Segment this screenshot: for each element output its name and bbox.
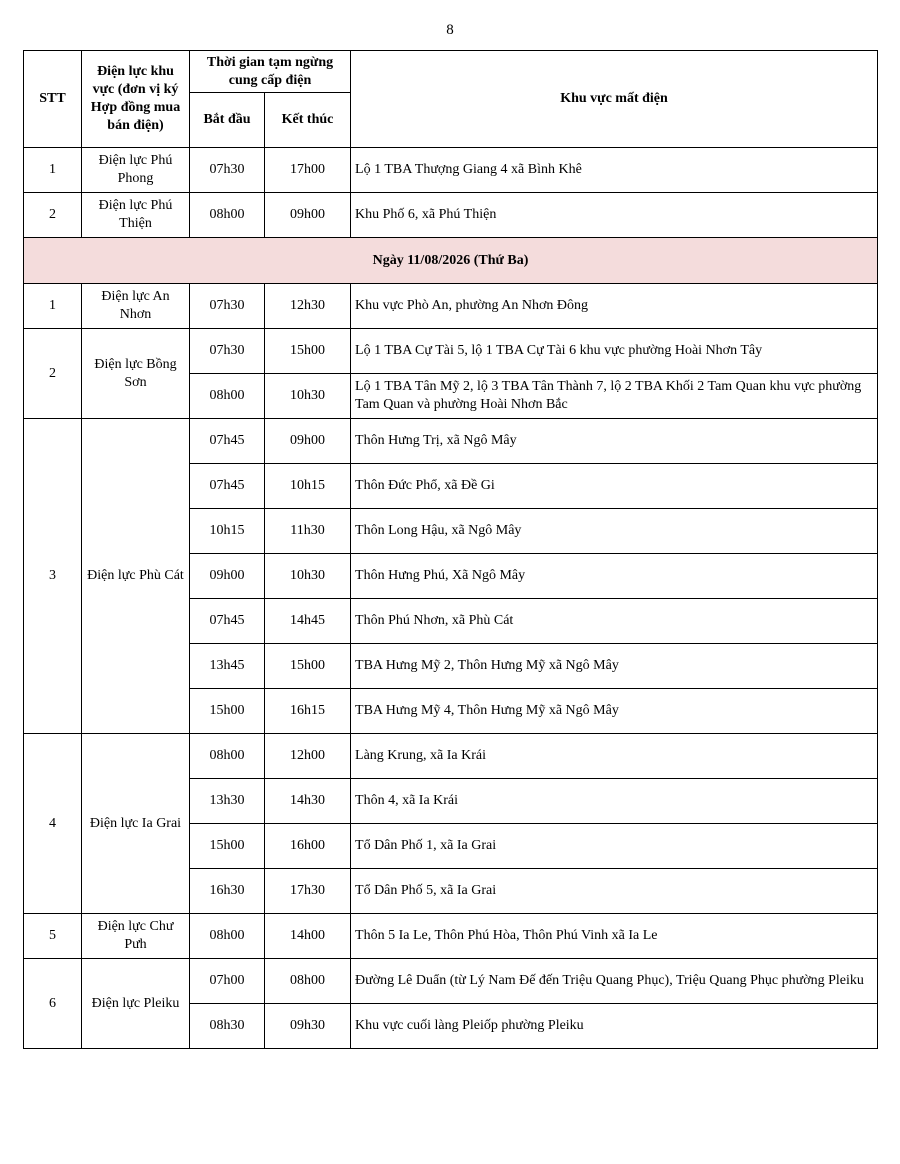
row-end-time: 17h30 <box>265 869 351 914</box>
row-outage-area: Khu vực cuối làng Pleiốp phường Pleiku <box>351 1004 878 1049</box>
row-end-time: 17h00 <box>265 148 351 193</box>
row-outage-area: Tổ Dân Phố 1, xã Ia Grai <box>351 824 878 869</box>
row-outage-area: TBA Hưng Mỹ 2, Thôn Hưng Mỹ xã Ngô Mây <box>351 644 878 689</box>
row-outage-area: Lộ 1 TBA Cự Tài 5, lộ 1 TBA Cự Tài 6 khu vực phường Hoài Nhơn Tây <box>351 329 878 374</box>
page-number: 8 <box>446 22 454 38</box>
day-header: Ngày 11/08/2026 (Thứ Ba) <box>24 238 878 284</box>
row-outage-area: Đường Lê Duẩn (từ Lý Nam Đế đến Triệu Quang Phục), Triệu Quang Phục phường Pleiku <box>351 959 878 1004</box>
table-row <box>24 148 878 193</box>
row-outage-area: Thôn Hưng Phú, Xã Ngô Mây <box>351 554 878 599</box>
header-time-group: Thời gian tạm ngừng cung cấp điện <box>190 51 351 93</box>
row-end-time: 09h00 <box>265 419 351 464</box>
row-start-time: 08h00 <box>190 374 265 419</box>
row-outage-area: Thôn 5 Ia Le, Thôn Phú Hòa, Thôn Phú Vinh xã Ia Le <box>351 914 878 959</box>
row-end-time: 09h00 <box>265 193 351 238</box>
row-start-time: 07h45 <box>190 599 265 644</box>
row-start-time: 08h00 <box>190 914 265 959</box>
row-end-time: 10h15 <box>265 464 351 509</box>
row-outage-area: Làng Krung, xã Ia Krái <box>351 734 878 779</box>
row-outage-area: Thôn Hưng Trị, xã Ngô Mây <box>351 419 878 464</box>
day-header-row <box>24 238 878 284</box>
row-start-time: 07h30 <box>190 329 265 374</box>
row-end-time: 12h30 <box>265 284 351 329</box>
row-outage-area: Khu vực Phò An, phường An Nhơn Đông <box>351 284 878 329</box>
row-end-time: 15h00 <box>265 644 351 689</box>
row-end-time: 15h00 <box>265 329 351 374</box>
outage-schedule-table <box>23 50 878 1049</box>
row-start-time: 08h00 <box>190 193 265 238</box>
row-end-time: 16h15 <box>265 689 351 734</box>
row-end-time: 11h30 <box>265 509 351 554</box>
row-start-time: 15h00 <box>190 689 265 734</box>
row-stt: 1 <box>24 148 82 193</box>
row-start-time: 16h30 <box>190 869 265 914</box>
row-unit: Điện lực An Nhơn <box>82 284 190 329</box>
table-row <box>24 959 878 1004</box>
row-stt: 4 <box>24 734 82 914</box>
header-end: Kết thúc <box>265 93 351 148</box>
table-row <box>24 193 878 238</box>
row-start-time: 08h30 <box>190 1004 265 1049</box>
row-start-time: 09h00 <box>190 554 265 599</box>
row-unit: Điện lực Ia Grai <box>82 734 190 914</box>
row-stt: 2 <box>24 329 82 419</box>
row-start-time: 07h30 <box>190 284 265 329</box>
row-end-time: 09h30 <box>265 1004 351 1049</box>
row-start-time: 13h45 <box>190 644 265 689</box>
row-stt: 5 <box>24 914 82 959</box>
row-outage-area: Tổ Dân Phố 5, xã Ia Grai <box>351 869 878 914</box>
table-row <box>24 284 878 329</box>
row-end-time: 16h00 <box>265 824 351 869</box>
row-outage-area: Thôn Phú Nhơn, xã Phù Cát <box>351 599 878 644</box>
row-outage-area: Lộ 1 TBA Tân Mỹ 2, lộ 3 TBA Tân Thành 7, lộ 2 TBA Khối 2 Tam Quan khu vực phường Tam Quan và phường Hoài Nhơn Bắc <box>351 374 878 419</box>
row-end-time: 14h00 <box>265 914 351 959</box>
header-stt: STT <box>24 51 82 148</box>
row-outage-area: Khu Phố 6, xã Phú Thiện <box>351 193 878 238</box>
row-start-time: 15h00 <box>190 824 265 869</box>
row-end-time: 10h30 <box>265 554 351 599</box>
row-stt: 6 <box>24 959 82 1049</box>
row-start-time: 07h45 <box>190 419 265 464</box>
header-unit: Điện lực khu vực (đơn vị ký Hợp đồng mua bán điện) <box>82 51 190 148</box>
table-header <box>24 51 878 148</box>
row-stt: 3 <box>24 419 82 734</box>
row-outage-area: Lộ 1 TBA Thượng Giang 4 xã Bình Khê <box>351 148 878 193</box>
row-end-time: 14h30 <box>265 779 351 824</box>
row-outage-area: Thôn Long Hậu, xã Ngô Mây <box>351 509 878 554</box>
row-start-time: 10h15 <box>190 509 265 554</box>
row-outage-area: Thôn 4, xã Ia Krái <box>351 779 878 824</box>
row-unit: Điện lực Pleiku <box>82 959 190 1049</box>
row-stt: 1 <box>24 284 82 329</box>
row-start-time: 07h45 <box>190 464 265 509</box>
row-unit: Điện lực Phù Cát <box>82 419 190 734</box>
table-body <box>24 148 878 1049</box>
row-end-time: 10h30 <box>265 374 351 419</box>
row-end-time: 14h45 <box>265 599 351 644</box>
row-stt: 2 <box>24 193 82 238</box>
table-row <box>24 419 878 464</box>
row-unit: Điện lực Phú Thiện <box>82 193 190 238</box>
table-row <box>24 734 878 779</box>
row-start-time: 13h30 <box>190 779 265 824</box>
header-start: Bắt đầu <box>190 93 265 148</box>
row-end-time: 12h00 <box>265 734 351 779</box>
row-unit: Điện lực Bồng Sơn <box>82 329 190 419</box>
row-unit: Điện lực Phú Phong <box>82 148 190 193</box>
header-area: Khu vực mất điện <box>351 51 878 148</box>
table-row <box>24 329 878 374</box>
row-end-time: 08h00 <box>265 959 351 1004</box>
row-start-time: 08h00 <box>190 734 265 779</box>
row-start-time: 07h00 <box>190 959 265 1004</box>
row-outage-area: Thôn Đức Phổ, xã Đề Gi <box>351 464 878 509</box>
row-unit: Điện lực Chư Pưh <box>82 914 190 959</box>
row-start-time: 07h30 <box>190 148 265 193</box>
row-outage-area: TBA Hưng Mỹ 4, Thôn Hưng Mỹ xã Ngô Mây <box>351 689 878 734</box>
table-row <box>24 914 878 959</box>
